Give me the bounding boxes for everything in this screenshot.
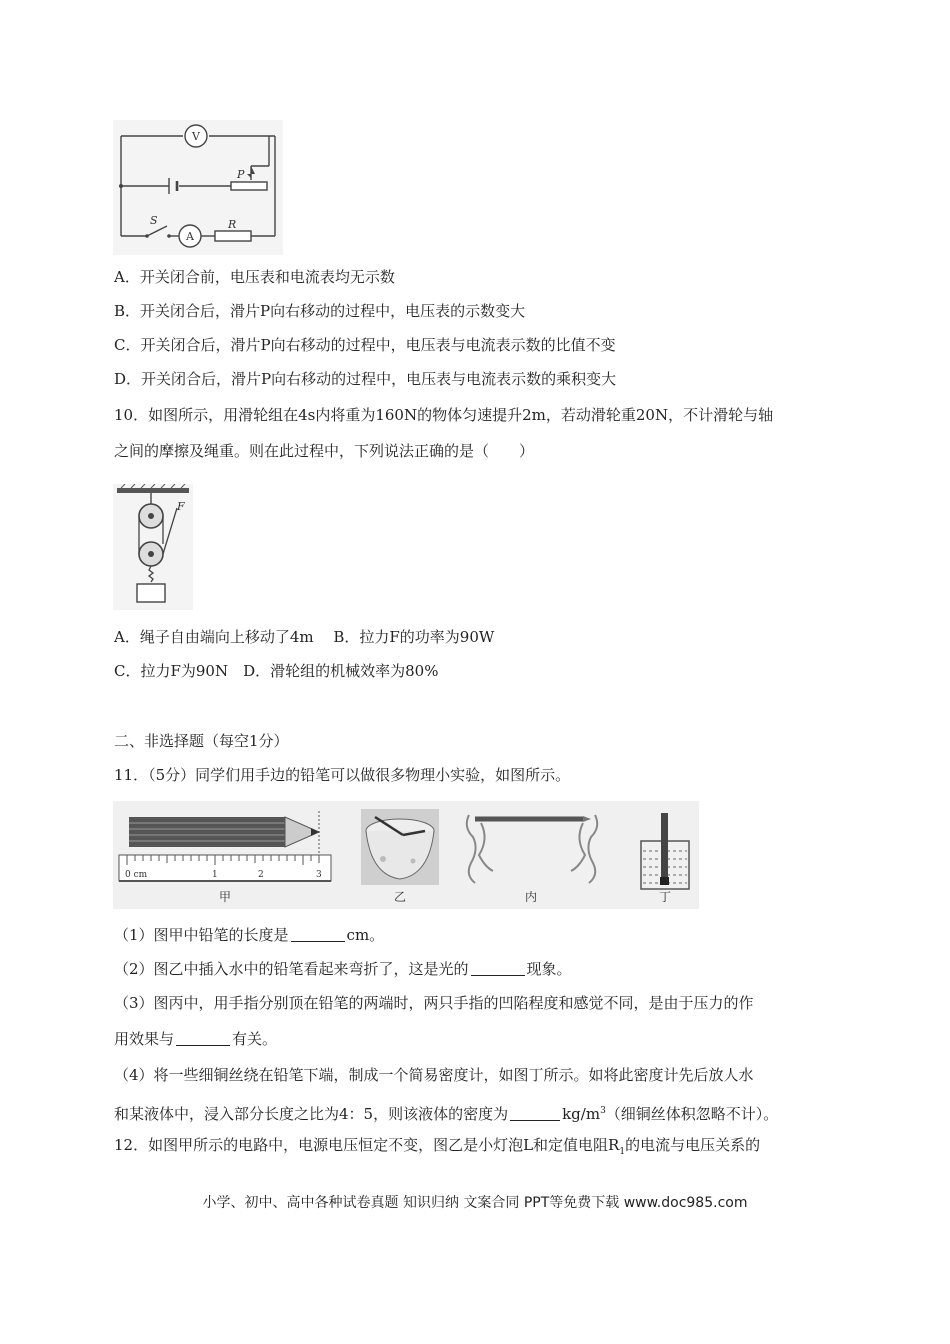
pencil-experiments-figure <box>113 801 699 909</box>
q9-option-b: B．开关闭合后，滑片P向右移动的过程中，电压表的示数变大 <box>114 302 526 320</box>
movable-pulley <box>139 542 163 566</box>
footer-text: 小学、初中、高中各种试卷真题 知识归纳 文案合同 PPT等免费下载 www.doc985.com <box>202 1195 748 1211</box>
q9-option-a: A．开关闭合前，电压表和电流表均无示数 <box>114 268 395 286</box>
q11-part2: （2）图乙中插入水中的铅笔看起来弯折了，这是光的 现象。 <box>114 960 572 978</box>
answer-blank-1[interactable] <box>291 927 345 942</box>
fingers-pencil-figure <box>467 815 598 883</box>
fixed-pulley <box>139 504 163 528</box>
q10-stem-line1: 10．如图所示，用滑轮组在4s内将重为160N的物体匀速提升2m，若动滑轮重20N，不计滑轮与轴 <box>114 406 774 424</box>
caption-yi: 乙 <box>393 890 407 904</box>
circuit-figure <box>113 120 283 255</box>
caption-bing: 内 <box>524 890 538 904</box>
svg-text:3: 3 <box>316 870 322 880</box>
q9-option-c: C．开关闭合后，滑片P向右移动的过程中，电压表与电流表示数的比值不变 <box>114 336 616 354</box>
pencil-ruler-figure <box>119 811 331 881</box>
battery <box>169 178 177 194</box>
ammeter-icon <box>179 225 201 247</box>
q11-part4-line1: （4）将一些细铜丝绕在铅笔下端，制成一个简易密度计，如图丁所示。如将此密度计先后放人水 <box>114 1066 754 1084</box>
densimeter-figure <box>641 813 689 889</box>
caption-jia: 甲 <box>218 890 232 904</box>
q10-options-line1: A．绳子自由端向上移动了4m B．拉力F的功率为90W <box>114 628 495 646</box>
svg-text:0 cm: 0 cm <box>125 870 148 880</box>
svg-text:V: V <box>192 130 200 143</box>
answer-blank-2[interactable] <box>471 961 525 976</box>
rheostat <box>231 182 267 190</box>
svg-text:1: 1 <box>212 870 218 880</box>
circuit-diagram <box>113 120 283 255</box>
svg-text:2: 2 <box>258 870 264 880</box>
resistor <box>215 231 251 241</box>
resistor-label: R <box>228 218 237 231</box>
q11-part3-line1: （3）图丙中，用手指分别顶在铅笔的两端时，两只手指的凹陷程度和感觉不同，是由于压力的作 <box>114 994 754 1012</box>
switch-label: S <box>150 214 158 227</box>
q10-stem-line2: 之间的摩擦及绳重。则在此过程中，下列说法正确的是（ ） <box>114 442 535 460</box>
caption-ding: 丁 <box>658 890 672 904</box>
answer-blank-3[interactable] <box>176 1031 230 1046</box>
q10-options-line2: C．拉力F为90N D．滑轮组的机械效率为80% <box>114 662 439 680</box>
svg-text:A: A <box>186 230 194 243</box>
q11-part4-line2: 和某液体中，浸入部分长度之比为4：5，则该液体的密度为 $kg/m^3$（细铜丝体积忽略不计）。 <box>114 1105 779 1123</box>
q9-option-d: D．开关闭合后，滑片P向右移动的过程中，电压表与电流表示数的乘积变大 <box>114 370 617 388</box>
bowl-figure <box>361 809 439 885</box>
q12-stem: 12．如图甲所示的电路中，电源电压恒定不变，图乙是小灯泡L和定值电阻$R_1$的电流与电压关系的 <box>114 1136 761 1157</box>
q11-stem: 11．（5分）同学们用手边的铅笔可以做很多物理小实验，如图所示。 <box>114 766 571 784</box>
pulley-diagram <box>113 484 193 610</box>
q11-part3-line2: 用效果与 有关。 <box>114 1030 278 1048</box>
pulley-figure <box>113 484 193 610</box>
section-heading: 二、非选择题（每空1分） <box>114 732 289 750</box>
load-block <box>137 584 165 602</box>
slider-label: P <box>237 168 245 181</box>
force-label: F <box>177 500 185 513</box>
answer-blank-4[interactable] <box>510 1106 560 1121</box>
q11-part1: （1）图甲中铅笔的长度是 cm。 <box>114 926 385 944</box>
pencil-experiments-diagram <box>113 801 699 909</box>
voltmeter-icon <box>185 125 207 147</box>
